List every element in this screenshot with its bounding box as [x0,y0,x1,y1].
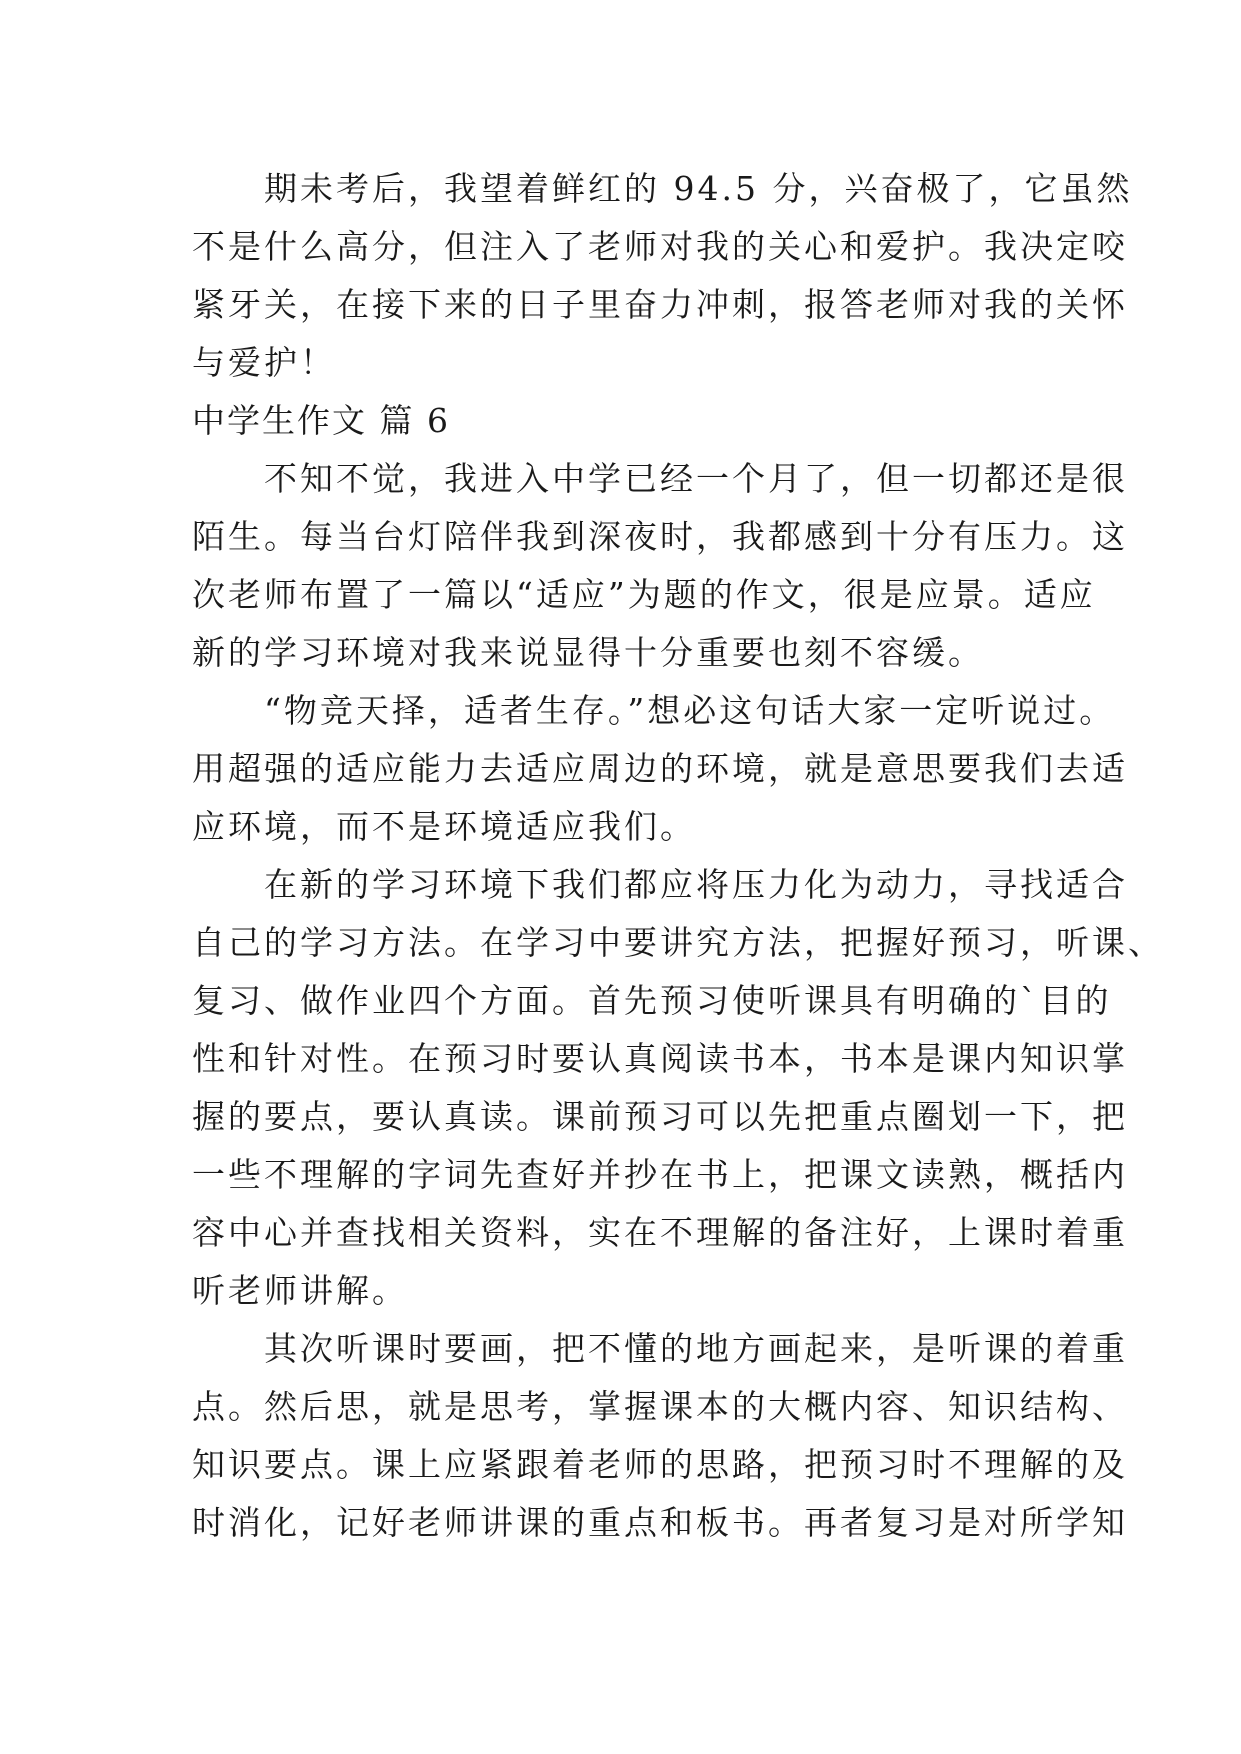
text-line: 自己的学习方法。在学习中要讲究方法，把握好预习，听课、 [192,923,1164,962]
text-line: 一些不理解的字词先查好并抄在书上，把课文读熟，概括内 [192,1155,1128,1194]
text-line: 不是什么高分，但注入了老师对我的关心和爱护。我决定咬 [192,227,1128,266]
text-line: 与爱护！ [192,343,336,382]
text-line: 容中心并查找相关资料，实在不理解的备注好，上课时着重 [192,1213,1128,1252]
text-line: 其次听课时要画，把不懂的地方画起来，是听课的着重 [192,1329,1128,1368]
text-line: 点。然后思，就是思考，掌握课本的大概内容、知识结构、 [192,1387,1128,1426]
text-line: 期未考后，我望着鲜红的 94.5 分，兴奋极了，它虽然 [192,169,1133,208]
text-line: 用超强的适应能力去适应周边的环境，就是意思要我们去适 [192,749,1128,788]
text-line: 在新的学习环境下我们都应将压力化为动力，寻找适合 [192,865,1128,904]
text-line: “物竞天择，适者生存。”想必这句话大家一定听说过。 [192,691,1116,730]
paragraph-listening [192,1320,1128,1552]
text-line: 次老师布置了一篇以“适应”为题的作文，很是应景。适应 [192,575,1096,614]
text-line: 时消化，记好老师讲课的重点和板书。再者复习是对所学知 [192,1503,1128,1542]
text-line: 陌生。每当台灯陪伴我到深夜时，我都感到十分有压力。这 [192,517,1128,556]
text-line: 知识要点。课上应紧跟着老师的思路，把预习时不理解的及 [192,1445,1128,1484]
paragraph-study-methods [192,856,1164,1320]
text-line: 握的要点，要认真读。课前预习可以先把重点圈划一下，把 [192,1097,1128,1136]
text-line: 性和针对性。在预习时要认真阅读书本，书本是课内知识掌 [192,1039,1128,1078]
paragraph-quote [192,682,1128,856]
text-line: 紧牙关，在接下来的日子里奋力冲刺，报答老师对我的关怀 [192,285,1128,324]
text-line: 听老师讲解。 [192,1271,408,1310]
text-line: 复习、做作业四个方面。首先预习使听课具有明确的`目的 [192,981,1112,1020]
paragraph-intro [192,450,1128,682]
text-line: 应环境，而不是环境适应我们。 [192,807,696,846]
text-line: 新的学习环境对我来说显得十分重要也刻不容缓。 [192,633,984,672]
section-heading: 中学生作文 篇 6 [192,401,450,440]
document-body [192,160,1164,1552]
text-line: 不知不觉，我进入中学已经一个月了，但一切都还是很 [192,459,1128,498]
paragraph-exam-result [192,160,1133,392]
